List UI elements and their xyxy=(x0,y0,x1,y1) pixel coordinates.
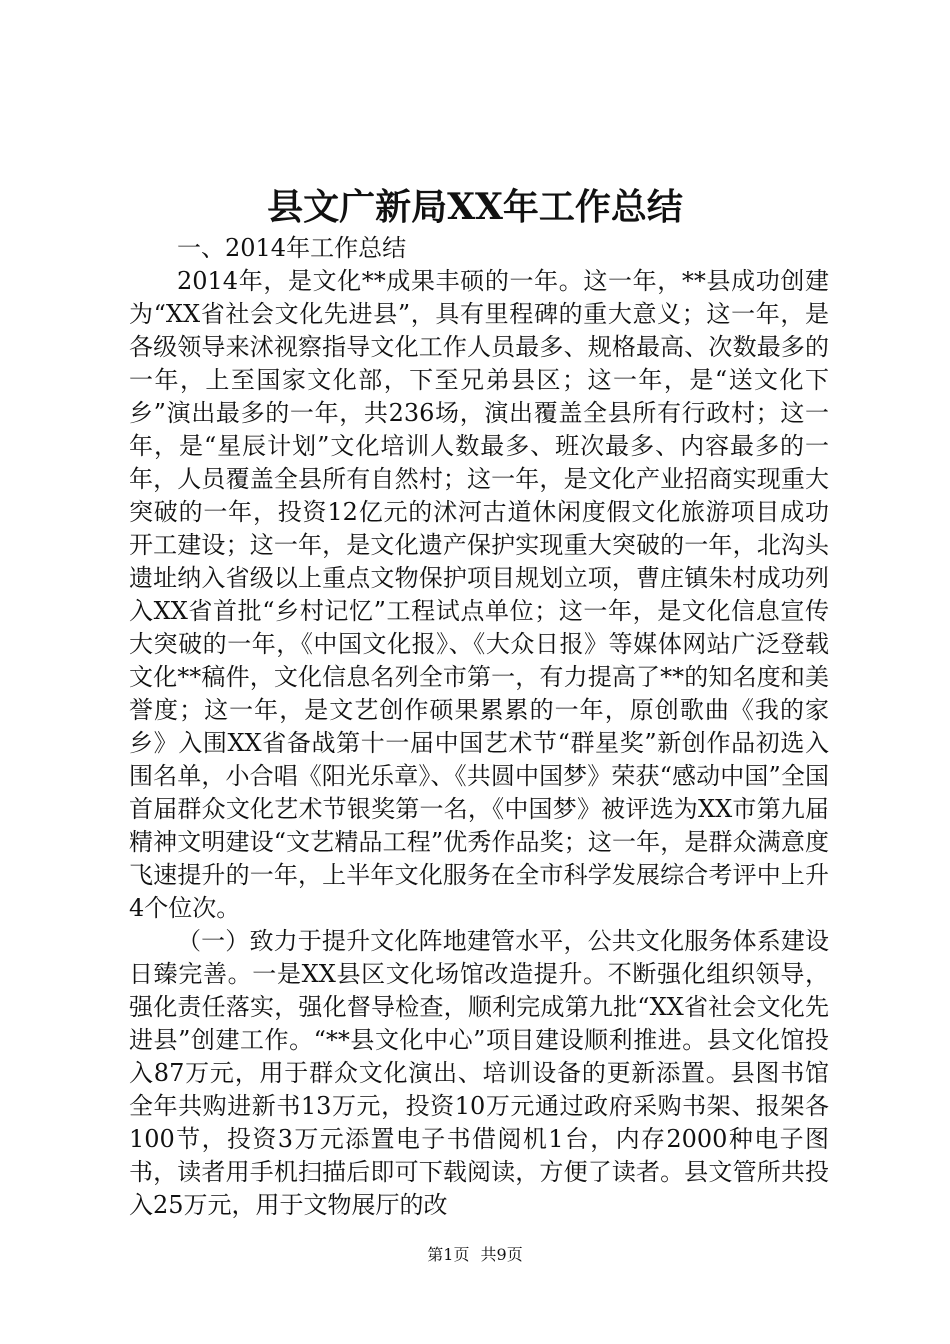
page-total: 共9页 xyxy=(480,1245,523,1264)
document-title: 县文广新局XX年工作总结 xyxy=(267,186,683,228)
page-footer xyxy=(0,1244,950,1266)
paragraph-summary: 2014年，是文化**成果丰硕的一年。这一年，**县成功创建为“XX省社会文化先进县”，具有里程碑的重大意义；这一年，是各级领导来沭视察指导文化工作人员最多、规格最高、次数最多的一年，上至国家文化部，下至兄弟县区；这一年，是“送文化下乡”演出最多的一年，共236场，演出覆盖全县所有行政村；这一年，是“星辰计划”文化培训人数最多、班次最多、内容最多的一年，人员覆盖全县所有自然村；这一年，是文化产业招商实现重大突破的一年，投资12亿元的沭河古道休闲度假文化旅游项目成功开工建设；这一年，是文化遗产保护实现重大突破的一年，北沟头遗址纳入省级以上重点文物保护项目规划立项，曹庄镇朱村成功列入XX省首批“乡村记忆”工程试点单位；这一年，是文化信息宣传大突破的一年，《中国文化报》、《大众日报》等媒体网站广泛登载文化**稿件，文化信息名列全市第一，有力提高了**的知名度和美誉度；这一年，是文艺创作硕果累累的一年，原创歌曲《我的家乡》入围XX省备战第十一届中国艺术节“群星奖”新创作品初选入围名单，小合唱《阳光乐章》、《共圆中国梦》荣获“感动中国”全国首届群众文化艺术节银奖第一名，《中国梦》被评选为XX市第九届精神文明建设“文艺精品工程”优秀作品奖；这一年，是群众满意度飞速提升的一年，上半年文化服务在全市科学发展综合考评中上升4个位次。 xyxy=(129,267,829,922)
document-body xyxy=(129,232,829,1222)
paragraph-section-one: （一）致力于提升文化阵地建管水平，公共文化服务体系建设日臻完善。一是XX县区文化场馆改造提升。不断强化组织领导，强化责任落实，强化督导检查，顺利完成第九批“XX省社会文化先进县”创建工作。“**县文化中心”项目建设顺利推进。县文化馆投入87万元，用于群众文化演出、培训设备的更新添置。县图书馆全年共购进新书13万元，投资10万元通过政府采购书架、报架各100节，投资3万元添置电子书借阅机1台，内存2000种电子图书，读者用手机扫描后即可下载阅读，方便了读者。县文管所共投入25万元，用于文物展厅的改 xyxy=(129,927,829,1219)
page-number: 第1页 xyxy=(427,1245,470,1264)
section-heading: 一、2014年工作总结 xyxy=(177,234,407,262)
